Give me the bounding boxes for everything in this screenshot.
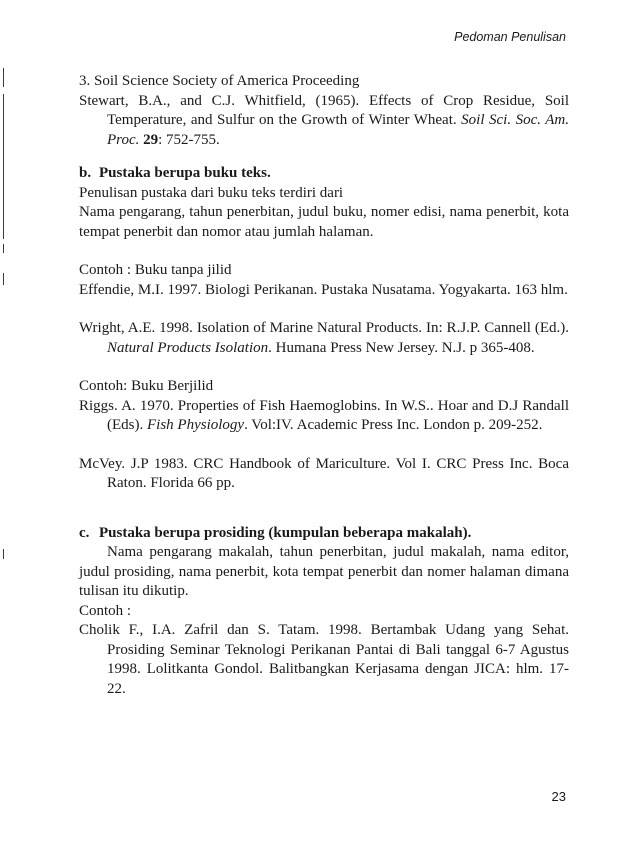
scan-margin-mark (3, 549, 4, 559)
scan-margin-mark (3, 273, 4, 285)
reference-stewart (79, 92, 569, 151)
example-label: Contoh : (79, 602, 132, 619)
page-number: 23 (551, 789, 566, 804)
book-title: Fish Physiology (147, 417, 245, 433)
page-body (79, 72, 569, 699)
reference-mcvey: McVey. J.P 1983. CRC Handbook of Mariculture. Vol I. CRC Press Inc. Boca Raton. Florida 66 pp. (79, 455, 569, 491)
journal-name: Soil Sci. Soc. Am. Proc. (107, 112, 569, 148)
reference-riggs (79, 397, 569, 436)
paragraph: Penulisan pustaka dari buku teks terdiri dari (79, 184, 344, 201)
section-title: Pustaka berupa prosiding (kumpulan beberapa makalah). (99, 524, 472, 541)
section-c-heading (79, 524, 569, 544)
example-label: Contoh: Buku Berjilid (79, 378, 214, 394)
reference-wright (79, 319, 569, 358)
scan-margin-mark (3, 94, 4, 239)
paragraph: Nama pengarang, tahun penerbitan, judul buku, nomer edisi, nama penerbit, kota tempat penerbit dan nomor atau jumlah halaman. (79, 204, 569, 240)
section-b-heading (79, 164, 569, 184)
scan-margin-mark (3, 244, 4, 253)
reference-text: . Vol:IV. Academic Press Inc. London p. 209-252. (244, 417, 543, 433)
example-label: Contoh : Buku tanpa jilid (79, 262, 232, 278)
book-title: Natural Products Isolation (107, 339, 269, 356)
reference-effendie: Effendie, M.I. 1997. Biologi Perikanan. Pustaka Nusatama. Yogyakarta. 163 hlm. (79, 281, 568, 298)
volume-number: 29 (143, 131, 159, 148)
reference-text: Wright, A.E. 1998. Isolation of Marine Natural Products. In: R.J.P. Cannell (Ed.). (79, 320, 569, 336)
reference-text: Riggs. A. 1970. Properties of Fish Haemoglobins. In W.S.. Hoar and D.J Randall (Eds). (79, 397, 569, 433)
reference-text: Stewart, B.A., and C.J. Whitfield, (1965). Effects of Crop Residue, Soil Temperature, and Sulfur on the Growth of Winter Wheat. (79, 92, 569, 128)
reference-text: . Humana Press New Jersey. N.J. p 365-408. (268, 339, 535, 356)
page-range: : 752-755. (158, 131, 220, 148)
section-letter: c. (79, 524, 90, 541)
scan-margin-mark (3, 68, 4, 87)
running-header: Pedoman Penulisan (454, 30, 566, 44)
section-title: Pustaka berupa buku teks. (99, 165, 271, 181)
reference-cholik: Cholik F., I.A. Zafril dan S. Tatam. 1998. Bertambak Udang yang Sehat. Prosiding Seminar Teknologi Perikanan Pantai di Bali tanggal 6-7 Agustus 1998. Lolitkanta Gondol. Balitbangkan Kerjasama dengan JICA: hlm. 17-22. (79, 622, 569, 697)
section-letter: b. (79, 165, 92, 181)
list-item-3: 3. Soil Science Society of America Proceeding (79, 73, 360, 89)
paragraph: Nama pengarang makalah, tahun penerbitan, judul makalah, nama editor, judul prosiding, nama penerbit, kota tempat penerbit dan nomer halaman dimana tulisan itu dikutip. (79, 544, 569, 599)
